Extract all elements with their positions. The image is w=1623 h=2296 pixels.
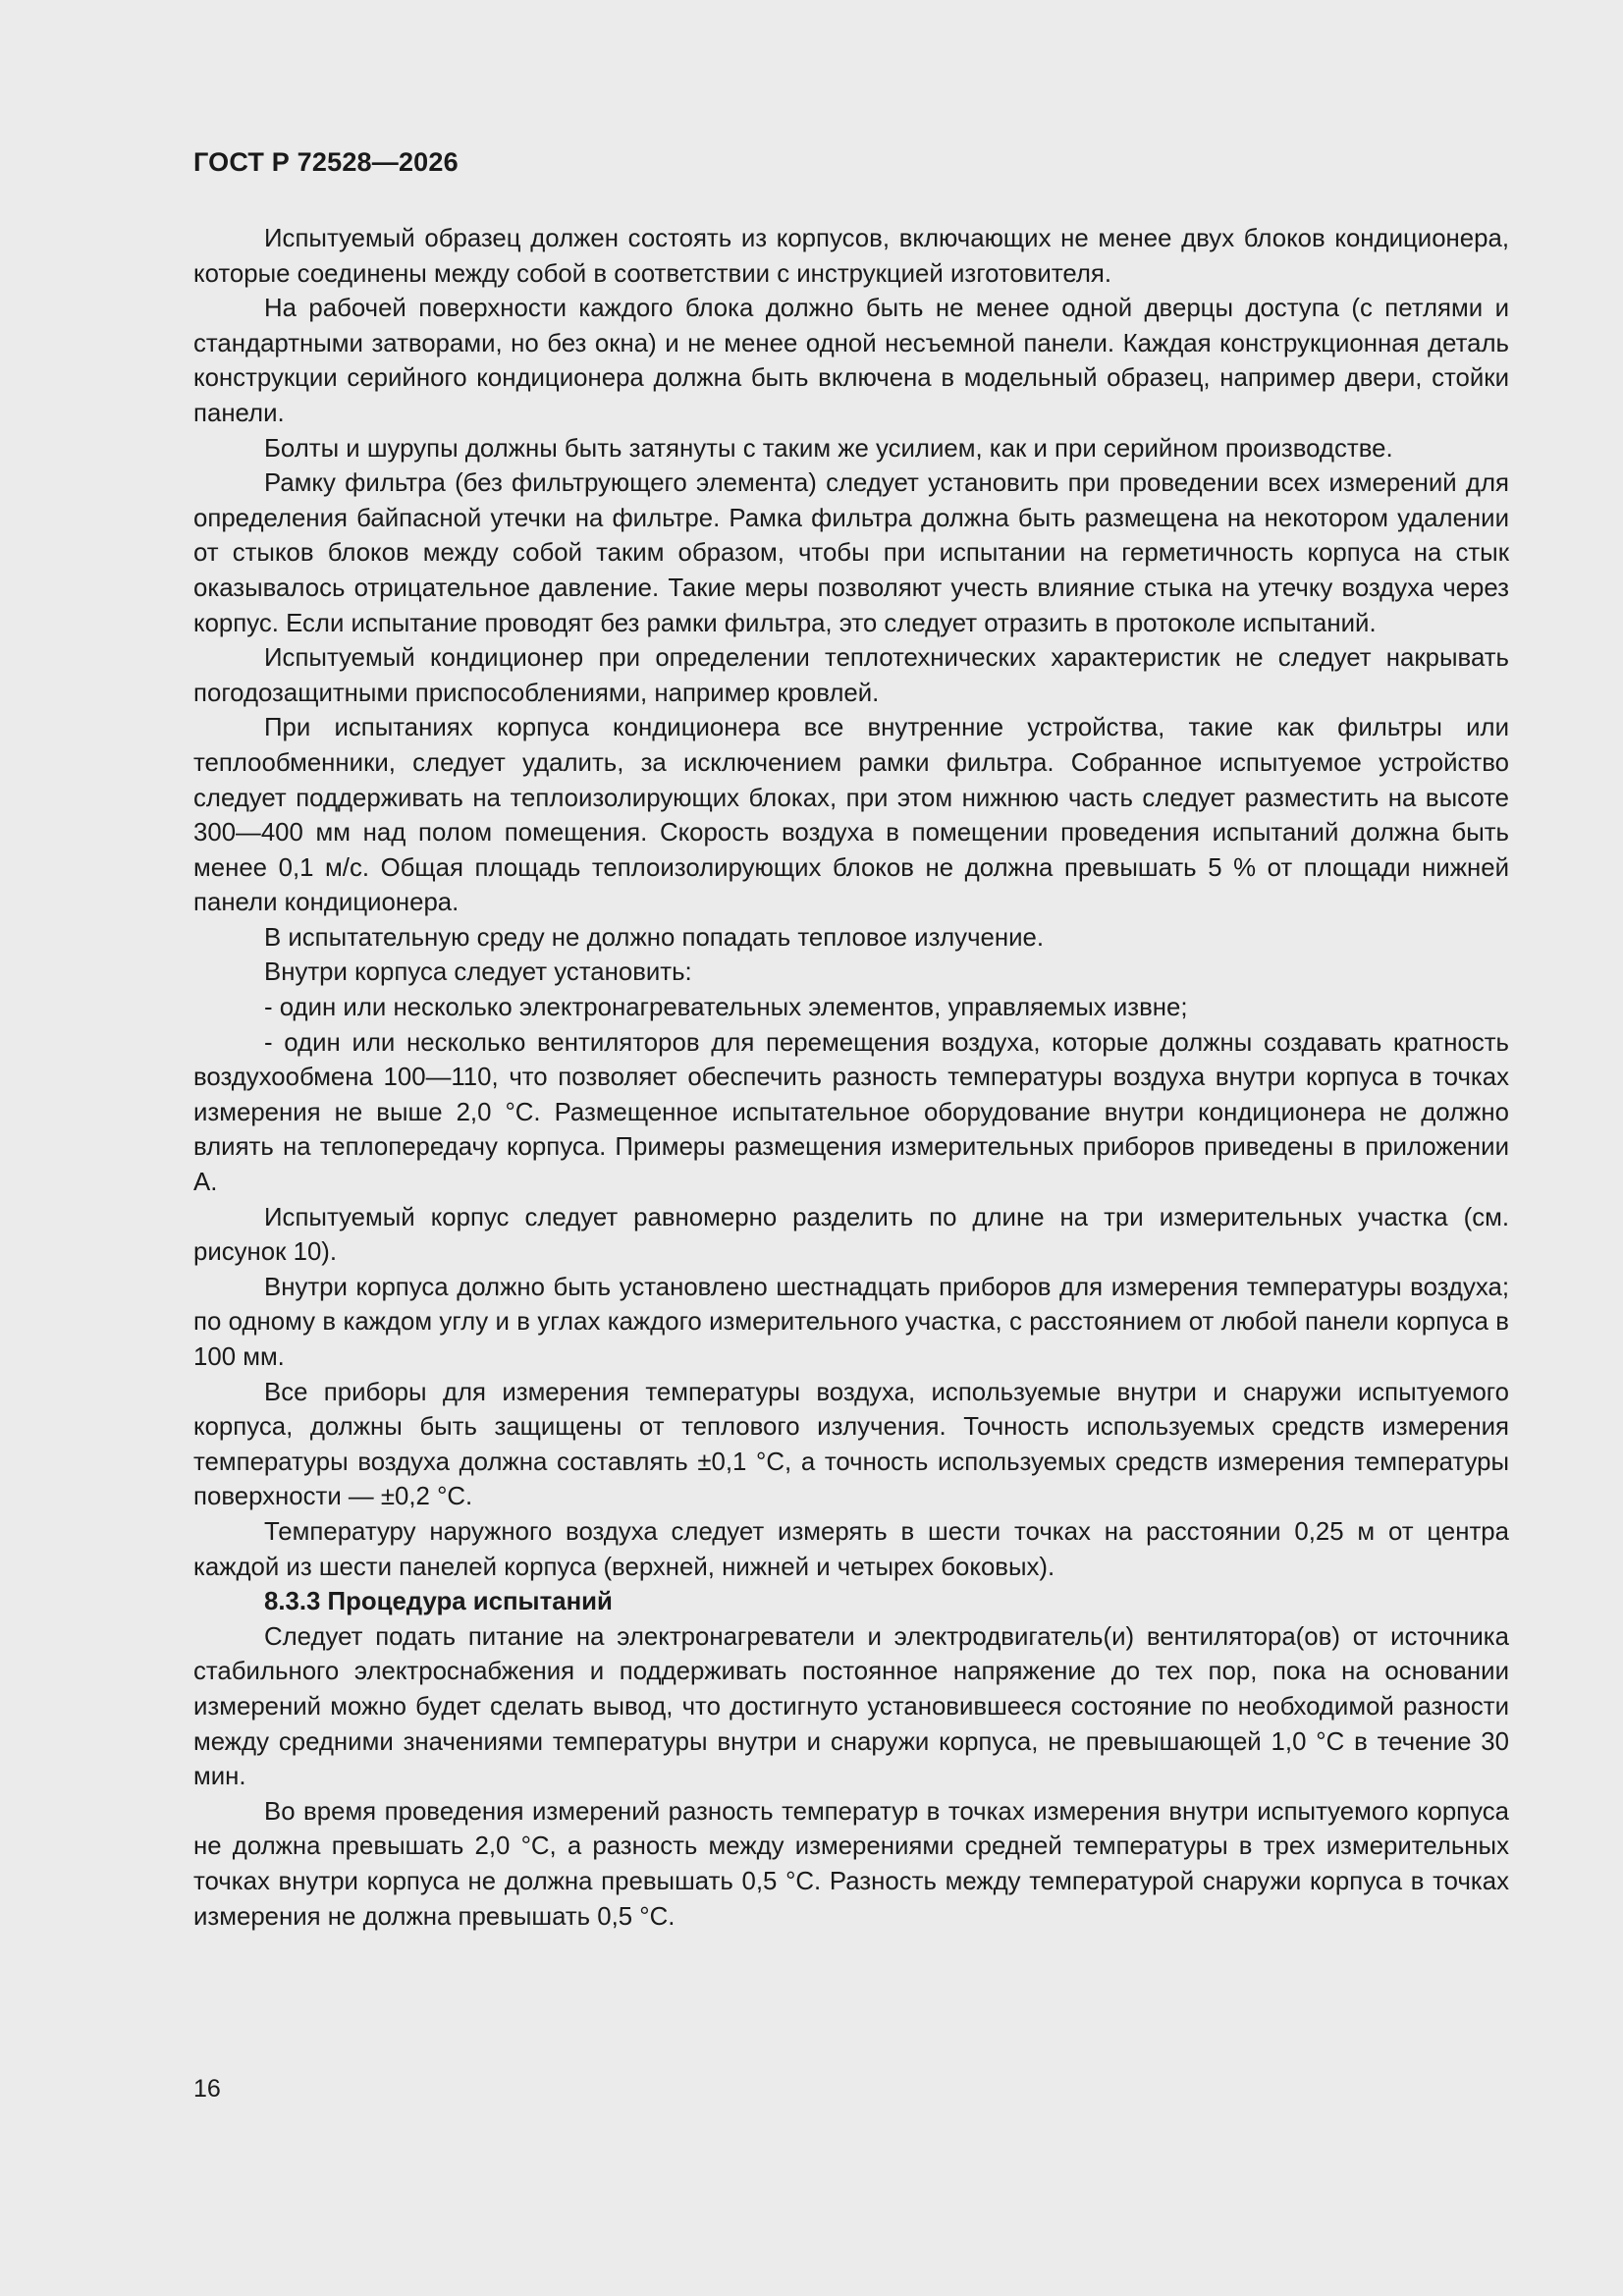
paragraph: На рабочей поверхности каждого блока должно быть не менее одной дверцы доступа (с петлями и стандартными затворами, но без окна) и не менее одной несъемной панели. Каждая конструкционная деталь конструкции серийного кондиционера должна быть включена в модельный образец, например двери, стойки панели. bbox=[193, 295, 1509, 427]
paragraph: Болты и шурупы должны быть затянуты с таким же усилием, как и при серийном производстве. bbox=[264, 434, 1393, 463]
paragraph: Рамку фильтра (без фильтрующего элемента) следует установить при проведении всех измерений для определения байпасной утечки на фильтре. Рамка фильтра должна быть размещена на некотором удалении от стыков блоков между собой таким образом, чтобы при испытании на герметичность корпуса на стык оказывалось отрицательное давление. Такие меры позволяют учесть влияние стыка на утечку воздуха через корпус. Если испытание проводят без рамки фильтра, это следует отразить в протоколе испытаний. bbox=[193, 469, 1509, 637]
paragraph: В испытательную среду не должно попадать тепловое излучение. bbox=[264, 923, 1045, 952]
paragraph: Испытуемый кондиционер при определении теплотехнических характеристик не следует накрывать погодозащитными приспособлениями, например кровлей. bbox=[193, 644, 1509, 707]
paragraph: Во время проведения измерений разность температур в точках измерения внутри испытуемого корпуса не должна превышать 2,0 °С, а разность между измерениями средней температуры в трех измерительных точках внутри корпуса не должна превышать 0,5 °С. Разность между температурой снаружи корпуса в точках измерения не должна превышать 0,5 °С. bbox=[193, 1797, 1509, 1931]
document-body bbox=[193, 222, 1509, 1935]
paragraph: Все приборы для измерения температуры воздуха, используемые внутри и снаружи испытуемого корпуса, должны быть защищены от теплового излучения. Точность используемых средств измерения температуры воздуха должна составлять ±0,1 °С, а точность используемых средств измерения температуры поверхности — ±0,2 °С. bbox=[193, 1378, 1509, 1511]
paragraph: При испытаниях корпуса кондиционера все внутренние устройства, такие как фильтры или теплообменники, следует удалить, за исключением рамки фильтра. Собранное испытуемое устройство следует поддерживать на теплоизолирующих блоках, при этом нижнюю часть следует разместить на высоте 300—400 мм над полом помещения. Скорость воздуха в помещении проведения испытаний должна быть менее 0,1 м/с. Общая площадь теплоизолирующих блоков не должна превышать 5 % от площади нижней панели кондиционера. bbox=[193, 714, 1509, 917]
paragraph: Температуру наружного воздуха следует измерять в шести точках на расстоянии 0,25 м от центра каждой из шести панелей корпуса (верхней, нижней и четырех боковых). bbox=[193, 1517, 1509, 1581]
paragraph: Испытуемый корпус следует равномерно разделить по длине на три измерительных участка (см. рисунок 10). bbox=[193, 1203, 1509, 1267]
paragraph: Внутри корпуса должно быть установлено шестнадцать приборов для измерения температуры воздуха; по одному в каждом углу и в углах каждого измерительного участка, с расстоянием от любой панели корпуса в 100 мм. bbox=[193, 1273, 1509, 1371]
page-number: 16 bbox=[193, 2075, 221, 2103]
list-item: - один или несколько электронагревательных элементов, управляемых извне; bbox=[264, 994, 1188, 1022]
list-item: - один или несколько вентиляторов для перемещения воздуха, которые должны создавать кратность воздухообмена 100—110, что позволяет обеспечить разность температуры воздуха внутри корпуса в точках измерения не выше 2,0 °С. Размещенное испытательное оборудование внутри кондиционера не должно влиять на теплопередачу корпуса. Примеры размещения измерительных приборов приведены в приложении А. bbox=[193, 1028, 1509, 1197]
paragraph: Внутри корпуса следует установить: bbox=[264, 958, 692, 987]
paragraph: Испытуемый образец должен состоять из корпусов, включающих не менее двух блоков кондиционера, которые соединены между собой в соответствии с инструкцией изготовителя. bbox=[193, 225, 1509, 288]
section-heading: 8.3.3 Процедура испытаний bbox=[264, 1588, 613, 1616]
paragraph: Следует подать питание на электронагреватели и электродвигатель(и) вентилятора(ов) от источника стабильного электроснабжения и поддерживать постоянное напряжение до тех пор, пока на основании измерений можно будет сделать вывод, что достигнуто установившееся состояние по необходимой разности между средними значениями температуры внутри и снаружи корпуса, не превышающей 1,0 °С в течение 30 мин. bbox=[193, 1622, 1509, 1791]
document-header: ГОСТ Р 72528—2026 bbox=[193, 147, 459, 177]
